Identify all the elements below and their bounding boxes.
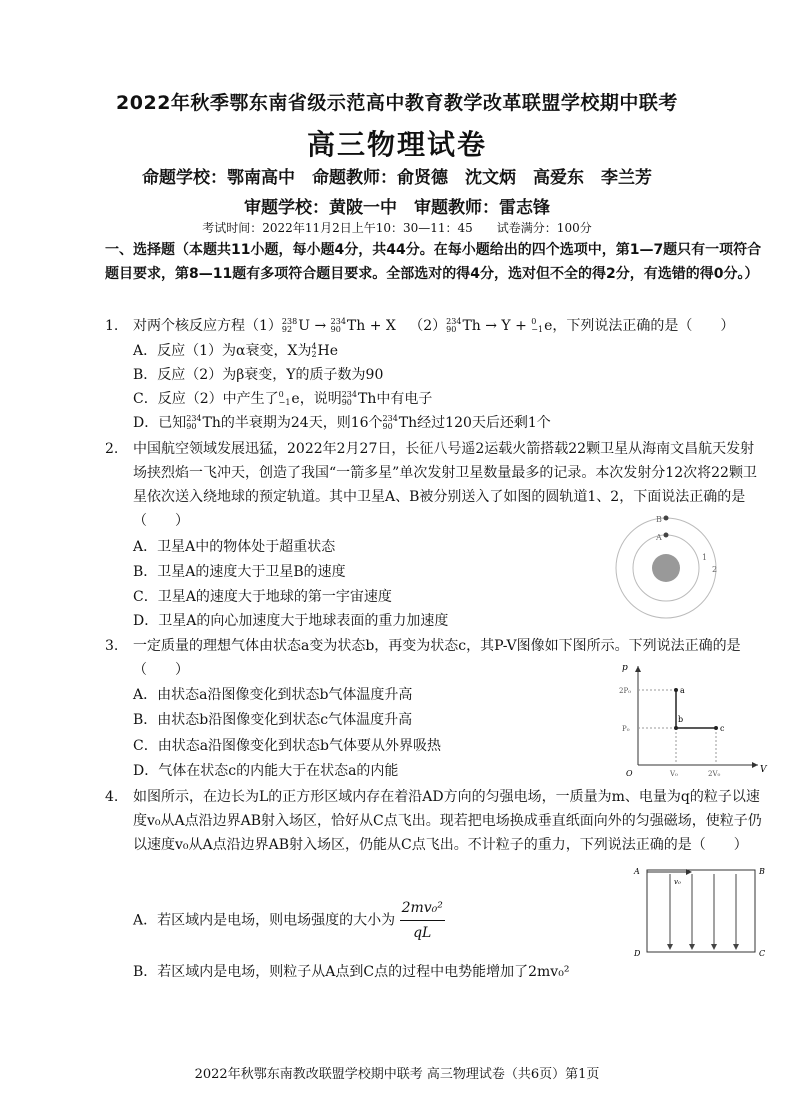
option-d: D．卫星A的向心加速度大于地球表面的重力加速度 (133, 613, 449, 629)
question-number: 2. (105, 441, 119, 457)
nuclear-equation-2: 234 90 Th → Y + 0 −1 e (446, 317, 553, 334)
corner-c-label: C (759, 949, 766, 958)
corner-b-label: B (759, 867, 765, 876)
axis-p-label: p (622, 663, 628, 673)
option-a: A．由状态a沿图像变化到状态b气体温度升高 (133, 687, 413, 703)
point-b-label: b (678, 715, 684, 724)
point-c-label: c (720, 724, 725, 733)
subject-title: 高三物理试卷 (306, 128, 487, 161)
label-orbit-2: 2 (712, 565, 718, 574)
stem-text: 对两个核反应方程（1） (133, 318, 282, 334)
pv-diagram (618, 660, 768, 778)
exam-title: 2022年秋季鄂东南省级示范高中教育教学改革联盟学校期中联考 (116, 92, 678, 114)
question-stem: 如图所示，在边长为L的正方形区域内存在着沿AD方向的匀强电场，一质量为m、电量为q的粒子以速度v₀从A点沿边界AB射入场区，恰好从C点飞出。现若把电场换成垂直纸面向外的匀强磁场，使粒子仍以速度v₀从A点沿边界AB射入场区，仍能从C点飞出。不计粒子的重力，下列说法正确的是（ ） (133, 789, 762, 853)
stem-text: （2） (409, 318, 447, 334)
label-satellite-b: B (656, 515, 662, 524)
option-c: C．反应（2）中产生了 0 −1 e，说明 234 90 Th中有电子 (133, 390, 433, 407)
origin-label: O (626, 769, 633, 778)
label-orbit-1: 1 (702, 553, 708, 562)
corner-d-label: D (634, 949, 641, 958)
authors-line: 命题学校：鄂南高中 命题教师：俞贤德 沈文炳 高爱东 李兰芳 (142, 168, 652, 188)
question-stem: 一定质量的理想气体由状态a变为状态b，再变为状态c，其P-V图像如下图所示。下列说法正确的是（ ） (133, 638, 741, 678)
label-satellite-a: A (656, 533, 662, 542)
section-title: 一、选择题（本题共11小题，每小题4分，共44分。在每小题给出的四个选项中，第1—7题只有一项符合题目要求，第8—11题有多项符合题目要求。全部选对的得4分，选对但不全的得2分，有选错的得0分。） (105, 242, 762, 282)
option-b: B．卫星A的速度大于卫星B的速度 (133, 564, 346, 580)
stem-text: ，下列说法正确的是（ ） (552, 318, 735, 334)
question-stem: 中国航空领域发展迅猛，2022年2月27日，长征八号遥2运载火箭搭载22颗卫星从海南文昌航天发射场挟烈焰一飞冲天，创造了我国“一箭多星”单次发射卫星数量最多的记录。本次发射分12次将22颗卫星依次送入绕地球的预定轨道。其中卫星A、B被分别送入了如图的圆轨道1、2，下面说法正确的是（ ） (133, 441, 757, 529)
review-line: 审题学校：黄陂一中 审题教师：雷志锋 (244, 198, 550, 218)
option-b: B．反应（2）为β衰变，Y的质子数为90 (133, 367, 384, 383)
tick-2p0: 2P₀ (619, 687, 631, 695)
point-a-label: a (680, 686, 685, 695)
option-b: B．由状态b沿图像变化到状态c气体温度升高 (133, 712, 413, 728)
option-d: D．气体在状态c的内能大于在状态a的内能 (133, 763, 399, 779)
option-d: D．已知 234 90 Th的半衰期为24天，则16个 234 90 Th经过120天后还剩1个 (133, 414, 551, 431)
tick-p0: P₀ (622, 725, 630, 733)
question-number: 4. (105, 789, 119, 805)
velocity-label: v₀ (674, 878, 681, 886)
axis-v-label: V (760, 765, 767, 775)
corner-a-label: A (634, 867, 640, 876)
nuclear-equation-1: 238 92 U → 234 90 Th + X (281, 317, 396, 334)
option-a: A．卫星A中的物体处于超重状态 (133, 539, 336, 555)
option-b: B．若区域内是电场，则粒子从A点到C点的过程中电势能增加了2mv₀² (133, 964, 570, 980)
tick-2v0: 2V₀ (708, 770, 721, 778)
page-footer: 2022年秋鄂东南教改联盟学校期中联考 高三物理试卷（共6页）第1页 (194, 1067, 600, 1082)
electric-field-fraction: $\frac{\text{2mv₀²}}{qL}$ (400, 896, 445, 945)
option-a: A．反应（1）为α衰变，X为 4 2 He (133, 342, 339, 359)
orbit-diagram (612, 510, 722, 622)
question-stem (133, 314, 763, 338)
earth-icon (652, 554, 680, 582)
option-c: C．由状态a沿图像变化到状态b气体要从外界吸热 (133, 738, 442, 754)
exam-info: 考试时间：2022年11月2日上午10：30—11：45 试卷满分：100分 (202, 221, 592, 235)
tick-v0: V₀ (670, 770, 678, 778)
question-number: 3. (105, 638, 119, 654)
option-c: C．卫星A的速度大于地球的第一宇宙速度 (133, 589, 392, 605)
square-field-diagram (630, 862, 770, 958)
question-number: 1. (105, 318, 119, 334)
option-a: A．若区域内是电场，则电场强度的大小为 $\frac{\text{2mv₀²}}{qL}$ (133, 896, 445, 945)
